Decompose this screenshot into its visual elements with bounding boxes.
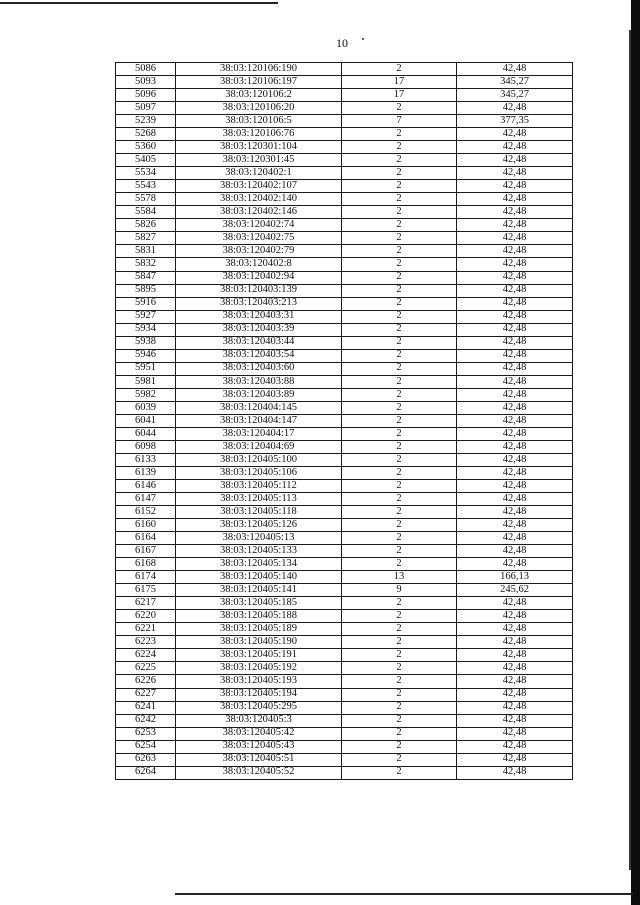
cadastral-number-cell: 38:03:120106:76 <box>176 128 342 141</box>
value-cell: 42,48 <box>457 623 573 636</box>
count-cell: 2 <box>342 323 457 336</box>
value-cell: 42,48 <box>457 102 573 115</box>
count-cell: 2 <box>342 128 457 141</box>
count-cell: 2 <box>342 519 457 532</box>
value-cell: 42,48 <box>457 453 573 466</box>
cadastral-number-cell: 38:03:120403:39 <box>176 323 342 336</box>
row-number-cell: 6253 <box>116 727 176 740</box>
value-cell: 42,48 <box>457 545 573 558</box>
cadastral-number-cell: 38:03:120403:60 <box>176 362 342 375</box>
row-number-cell: 6241 <box>116 701 176 714</box>
cadastral-number-cell: 38:03:120405:185 <box>176 597 342 610</box>
cadastral-number-cell: 38:03:120405:194 <box>176 688 342 701</box>
count-cell: 2 <box>342 63 457 76</box>
table-row <box>116 440 573 453</box>
table-row <box>116 206 573 219</box>
count-cell: 2 <box>342 427 457 440</box>
value-cell: 42,48 <box>457 610 573 623</box>
table-row <box>116 493 573 506</box>
cadastral-number-cell: 38:03:120405:134 <box>176 558 342 571</box>
table-body <box>116 63 573 780</box>
cadastral-number-cell: 38:03:120402:140 <box>176 193 342 206</box>
cadastral-number-cell: 38:03:120403:139 <box>176 284 342 297</box>
table-row <box>116 727 573 740</box>
count-cell: 2 <box>342 753 457 766</box>
row-number-cell: 6139 <box>116 466 176 479</box>
cadastral-number-cell: 38:03:120403:88 <box>176 375 342 388</box>
cadastral-number-cell: 38:03:120405:112 <box>176 480 342 493</box>
cadastral-number-cell: 38:03:120405:43 <box>176 740 342 753</box>
count-cell: 2 <box>342 766 457 779</box>
row-number-cell: 5093 <box>116 76 176 89</box>
cadastral-number-cell: 38:03:120405:3 <box>176 714 342 727</box>
cadastral-number-cell: 38:03:120405:52 <box>176 766 342 779</box>
table-row <box>116 115 573 128</box>
value-cell: 42,48 <box>457 310 573 323</box>
cadastral-number-cell: 38:03:120402:79 <box>176 245 342 258</box>
page-number: 10 <box>336 36 348 50</box>
table-row <box>116 532 573 545</box>
row-number-cell: 6044 <box>116 427 176 440</box>
table-row <box>116 323 573 336</box>
row-number-cell: 6152 <box>116 506 176 519</box>
cadastral-number-cell: 38:03:120402:146 <box>176 206 342 219</box>
value-cell: 42,48 <box>457 493 573 506</box>
table-row <box>116 63 573 76</box>
row-number-cell: 6175 <box>116 584 176 597</box>
cadastral-number-cell: 38:03:120301:104 <box>176 141 342 154</box>
table-row <box>116 466 573 479</box>
value-cell: 42,48 <box>457 232 573 245</box>
cadastral-number-cell: 38:03:120403:89 <box>176 388 342 401</box>
count-cell: 17 <box>342 89 457 102</box>
count-cell: 2 <box>342 414 457 427</box>
cadastral-number-cell: 38:03:120404:147 <box>176 414 342 427</box>
scan-top-edge-line <box>0 2 278 4</box>
cadastral-number-cell: 38:03:120405:51 <box>176 753 342 766</box>
table-row <box>116 375 573 388</box>
row-number-cell: 6098 <box>116 440 176 453</box>
row-number-cell: 5584 <box>116 206 176 219</box>
table-row <box>116 427 573 440</box>
table-row <box>116 636 573 649</box>
value-cell: 42,48 <box>457 675 573 688</box>
table-row <box>116 414 573 427</box>
value-cell: 42,48 <box>457 362 573 375</box>
count-cell: 2 <box>342 310 457 323</box>
table-row <box>116 753 573 766</box>
cadastral-number-cell: 38:03:120403:54 <box>176 349 342 362</box>
count-cell: 2 <box>342 180 457 193</box>
table-row <box>116 193 573 206</box>
row-number-cell: 6133 <box>116 453 176 466</box>
count-cell: 2 <box>342 740 457 753</box>
cadastral-number-cell: 38:03:120402:94 <box>176 271 342 284</box>
count-cell: 2 <box>342 662 457 675</box>
scan-right-edge-shadow <box>631 0 640 905</box>
table-row <box>116 610 573 623</box>
value-cell: 42,48 <box>457 766 573 779</box>
count-cell: 2 <box>342 297 457 310</box>
table-row <box>116 480 573 493</box>
row-number-cell: 6226 <box>116 675 176 688</box>
table-row <box>116 167 573 180</box>
table-row <box>116 76 573 89</box>
cadastral-number-cell: 38:03:120402:1 <box>176 167 342 180</box>
cadastral-number-cell: 38:03:120405:190 <box>176 636 342 649</box>
count-cell: 2 <box>342 727 457 740</box>
cadastral-number-cell: 38:03:120405:140 <box>176 571 342 584</box>
table-row <box>116 545 573 558</box>
count-cell: 2 <box>342 362 457 375</box>
value-cell: 42,48 <box>457 427 573 440</box>
count-cell: 7 <box>342 115 457 128</box>
row-number-cell: 6223 <box>116 636 176 649</box>
count-cell: 2 <box>342 636 457 649</box>
cadastral-number-cell: 38:03:120405:100 <box>176 453 342 466</box>
value-cell: 42,48 <box>457 245 573 258</box>
count-cell: 2 <box>342 714 457 727</box>
count-cell: 2 <box>342 480 457 493</box>
count-cell: 2 <box>342 597 457 610</box>
row-number-cell: 6264 <box>116 766 176 779</box>
table-row <box>116 232 573 245</box>
row-number-cell: 5096 <box>116 89 176 102</box>
row-number-cell: 6041 <box>116 414 176 427</box>
table-row <box>116 506 573 519</box>
row-number-cell: 6263 <box>116 753 176 766</box>
count-cell: 2 <box>342 219 457 232</box>
table-row <box>116 558 573 571</box>
value-cell: 42,48 <box>457 154 573 167</box>
value-cell: 166,13 <box>457 571 573 584</box>
value-cell: 42,48 <box>457 336 573 349</box>
count-cell: 2 <box>342 506 457 519</box>
cadastral-number-cell: 38:03:120405:189 <box>176 623 342 636</box>
value-cell: 42,48 <box>457 688 573 701</box>
row-number-cell: 5239 <box>116 115 176 128</box>
value-cell: 42,48 <box>457 701 573 714</box>
row-number-cell: 6227 <box>116 688 176 701</box>
value-cell: 42,48 <box>457 506 573 519</box>
table-row <box>116 245 573 258</box>
value-cell: 42,48 <box>457 323 573 336</box>
table-row <box>116 714 573 727</box>
cadastral-number-cell: 38:03:120405:141 <box>176 584 342 597</box>
row-number-cell: 6220 <box>116 610 176 623</box>
row-number-cell: 5982 <box>116 388 176 401</box>
value-cell: 42,48 <box>457 727 573 740</box>
table-row <box>116 401 573 414</box>
row-number-cell: 6039 <box>116 401 176 414</box>
value-cell: 42,48 <box>457 128 573 141</box>
row-number-cell: 5916 <box>116 297 176 310</box>
value-cell: 42,48 <box>457 662 573 675</box>
count-cell: 17 <box>342 76 457 89</box>
value-cell: 42,48 <box>457 414 573 427</box>
table-row <box>116 219 573 232</box>
table-row <box>116 128 573 141</box>
value-cell: 42,48 <box>457 740 573 753</box>
count-cell: 2 <box>342 453 457 466</box>
row-number-cell: 5534 <box>116 167 176 180</box>
row-number-cell: 6217 <box>116 597 176 610</box>
count-cell: 2 <box>342 610 457 623</box>
row-number-cell: 5543 <box>116 180 176 193</box>
cadastral-number-cell: 38:03:120402:75 <box>176 232 342 245</box>
value-cell: 245,62 <box>457 584 573 597</box>
cadastral-number-cell: 38:03:120405:295 <box>176 701 342 714</box>
table-row <box>116 180 573 193</box>
cadastral-number-cell: 38:03:120404:145 <box>176 401 342 414</box>
row-number-cell: 5097 <box>116 102 176 115</box>
cadastral-number-cell: 38:03:120402:74 <box>176 219 342 232</box>
row-number-cell: 5927 <box>116 310 176 323</box>
value-cell: 42,48 <box>457 466 573 479</box>
cadastral-number-cell: 38:03:120403:44 <box>176 336 342 349</box>
row-number-cell: 5847 <box>116 271 176 284</box>
cadastral-number-cell: 38:03:120405:133 <box>176 545 342 558</box>
table-row <box>116 519 573 532</box>
table-row <box>116 362 573 375</box>
table-row <box>116 271 573 284</box>
value-cell: 42,48 <box>457 649 573 662</box>
scan-bottom-edge-line <box>175 893 633 895</box>
value-cell: 42,48 <box>457 597 573 610</box>
count-cell: 2 <box>342 271 457 284</box>
row-number-cell: 5981 <box>116 375 176 388</box>
table-row <box>116 740 573 753</box>
table-row <box>116 662 573 675</box>
count-cell: 2 <box>342 336 457 349</box>
row-number-cell: 6221 <box>116 623 176 636</box>
cadastral-number-cell: 38:03:120402:107 <box>176 180 342 193</box>
cadastral-number-cell: 38:03:120402:8 <box>176 258 342 271</box>
row-number-cell: 6225 <box>116 662 176 675</box>
table-row <box>116 597 573 610</box>
row-number-cell: 6146 <box>116 480 176 493</box>
table-row <box>116 258 573 271</box>
value-cell: 42,48 <box>457 480 573 493</box>
cadastral-number-cell: 38:03:120405:106 <box>176 466 342 479</box>
table-row <box>116 675 573 688</box>
value-cell: 42,48 <box>457 401 573 414</box>
value-cell: 42,48 <box>457 375 573 388</box>
value-cell: 42,48 <box>457 167 573 180</box>
row-number-cell: 5832 <box>116 258 176 271</box>
cadastral-number-cell: 38:03:120403:213 <box>176 297 342 310</box>
cadastral-number-cell: 38:03:120403:31 <box>176 310 342 323</box>
value-cell: 42,48 <box>457 440 573 453</box>
row-number-cell: 5360 <box>116 141 176 154</box>
count-cell: 2 <box>342 558 457 571</box>
cadastral-number-cell: 38:03:120405:126 <box>176 519 342 532</box>
count-cell: 2 <box>342 193 457 206</box>
table-row <box>116 701 573 714</box>
cadastral-number-cell: 38:03:120106:197 <box>176 76 342 89</box>
table-row <box>116 284 573 297</box>
cadastral-number-cell: 38:03:120405:118 <box>176 506 342 519</box>
count-cell: 2 <box>342 649 457 662</box>
row-number-cell: 5946 <box>116 349 176 362</box>
row-number-cell: 6167 <box>116 545 176 558</box>
value-cell: 42,48 <box>457 258 573 271</box>
table-row <box>116 623 573 636</box>
value-cell: 42,48 <box>457 206 573 219</box>
count-cell: 2 <box>342 154 457 167</box>
count-cell: 2 <box>342 623 457 636</box>
table-row <box>116 102 573 115</box>
row-number-cell: 6254 <box>116 740 176 753</box>
value-cell: 42,48 <box>457 558 573 571</box>
count-cell: 2 <box>342 388 457 401</box>
table-row <box>116 89 573 102</box>
row-number-cell: 5578 <box>116 193 176 206</box>
value-cell: 42,48 <box>457 63 573 76</box>
scan-right-edge-line <box>629 30 631 870</box>
row-number-cell: 6147 <box>116 493 176 506</box>
cadastral-number-cell: 38:03:120405:192 <box>176 662 342 675</box>
cadastral-number-cell: 38:03:120405:188 <box>176 610 342 623</box>
cadastral-number-cell: 38:03:120301:45 <box>176 154 342 167</box>
count-cell: 2 <box>342 206 457 219</box>
cadastral-number-cell: 38:03:120405:193 <box>176 675 342 688</box>
table-row <box>116 154 573 167</box>
row-number-cell: 5831 <box>116 245 176 258</box>
row-number-cell: 5268 <box>116 128 176 141</box>
count-cell: 2 <box>342 375 457 388</box>
count-cell: 2 <box>342 141 457 154</box>
count-cell: 2 <box>342 245 457 258</box>
cadastral-number-cell: 38:03:120405:13 <box>176 532 342 545</box>
count-cell: 2 <box>342 688 457 701</box>
cadastral-number-cell: 38:03:120404:69 <box>176 440 342 453</box>
count-cell: 2 <box>342 493 457 506</box>
value-cell: 42,48 <box>457 219 573 232</box>
table-row <box>116 453 573 466</box>
cadastral-number-cell: 38:03:120405:191 <box>176 649 342 662</box>
table-row <box>116 584 573 597</box>
row-number-cell: 6174 <box>116 571 176 584</box>
row-number-cell: 5086 <box>116 63 176 76</box>
row-number-cell: 5951 <box>116 362 176 375</box>
row-number-cell: 6242 <box>116 714 176 727</box>
row-number-cell: 6164 <box>116 532 176 545</box>
row-number-cell: 6168 <box>116 558 176 571</box>
cadastral-number-cell: 38:03:120106:2 <box>176 89 342 102</box>
cadastral-number-cell: 38:03:120106:20 <box>176 102 342 115</box>
table-row <box>116 388 573 401</box>
row-number-cell: 5934 <box>116 323 176 336</box>
cadastral-number-cell: 38:03:120405:113 <box>176 493 342 506</box>
row-number-cell: 5405 <box>116 154 176 167</box>
row-number-cell: 5938 <box>116 336 176 349</box>
count-cell: 2 <box>342 102 457 115</box>
count-cell: 13 <box>342 571 457 584</box>
count-cell: 2 <box>342 466 457 479</box>
count-cell: 2 <box>342 232 457 245</box>
table-row <box>116 571 573 584</box>
count-cell: 2 <box>342 167 457 180</box>
value-cell: 345,27 <box>457 89 573 102</box>
count-cell: 2 <box>342 675 457 688</box>
value-cell: 42,48 <box>457 714 573 727</box>
table-row <box>116 349 573 362</box>
cadastral-number-cell: 38:03:120106:190 <box>176 63 342 76</box>
value-cell: 42,48 <box>457 193 573 206</box>
count-cell: 2 <box>342 440 457 453</box>
table-row <box>116 297 573 310</box>
count-cell: 2 <box>342 701 457 714</box>
row-number-cell: 5827 <box>116 232 176 245</box>
count-cell: 2 <box>342 258 457 271</box>
value-cell: 42,48 <box>457 349 573 362</box>
cadastral-table <box>115 62 573 780</box>
count-cell: 2 <box>342 284 457 297</box>
cadastral-number-cell: 38:03:120405:42 <box>176 727 342 740</box>
value-cell: 345,27 <box>457 76 573 89</box>
table-row <box>116 688 573 701</box>
row-number-cell: 6224 <box>116 649 176 662</box>
count-cell: 2 <box>342 532 457 545</box>
value-cell: 42,48 <box>457 388 573 401</box>
cadastral-number-cell: 38:03:120106:5 <box>176 115 342 128</box>
value-cell: 42,48 <box>457 141 573 154</box>
value-cell: 42,48 <box>457 519 573 532</box>
count-cell: 2 <box>342 349 457 362</box>
table-row <box>116 766 573 779</box>
value-cell: 377,35 <box>457 115 573 128</box>
row-number-cell: 6160 <box>116 519 176 532</box>
count-cell: 2 <box>342 401 457 414</box>
value-cell: 42,48 <box>457 284 573 297</box>
table-row <box>116 649 573 662</box>
value-cell: 42,48 <box>457 753 573 766</box>
table-row <box>116 336 573 349</box>
cadastral-number-cell: 38:03:120404:17 <box>176 427 342 440</box>
table-row <box>116 310 573 323</box>
value-cell: 42,48 <box>457 180 573 193</box>
count-cell: 9 <box>342 584 457 597</box>
value-cell: 42,48 <box>457 271 573 284</box>
row-number-cell: 5826 <box>116 219 176 232</box>
value-cell: 42,48 <box>457 297 573 310</box>
scan-speck <box>362 38 364 40</box>
value-cell: 42,48 <box>457 636 573 649</box>
value-cell: 42,48 <box>457 532 573 545</box>
count-cell: 2 <box>342 545 457 558</box>
table-row <box>116 141 573 154</box>
row-number-cell: 5895 <box>116 284 176 297</box>
